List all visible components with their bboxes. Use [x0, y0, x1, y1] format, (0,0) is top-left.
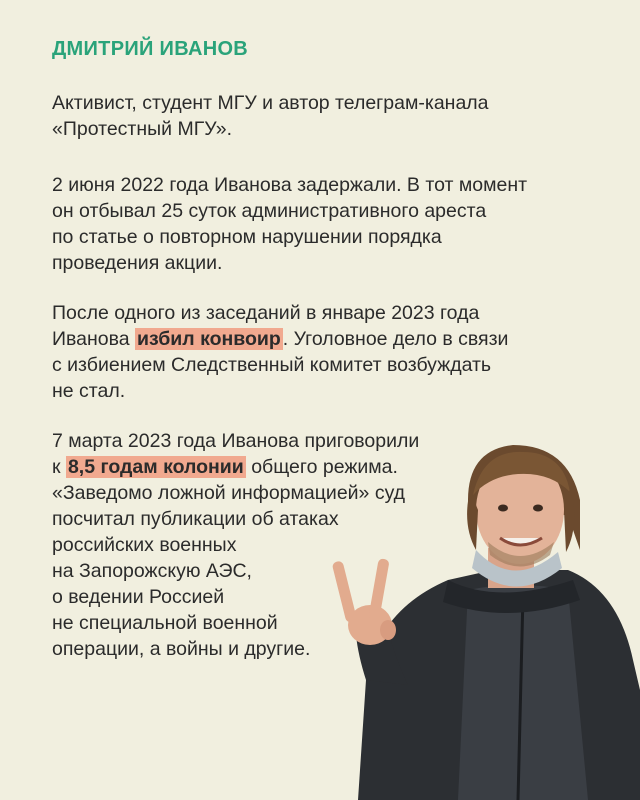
text-line: о ведении Россией	[52, 586, 225, 608]
text-line: Активист, студент МГУ и автор телеграм-канала	[52, 92, 489, 114]
text-line: российских военных	[52, 534, 237, 556]
text-line: по статье о повторном нарушении порядка	[52, 226, 442, 248]
paragraph-detention	[52, 172, 527, 276]
text-line: проведения акции.	[52, 252, 223, 274]
text-line: не стал.	[52, 380, 126, 402]
text-segment: общего режима.	[245, 456, 398, 478]
text-segment: . Уголовное дело в связи	[282, 328, 509, 350]
text-line: операции, а войны и другие.	[52, 638, 311, 660]
text-line: После одного из заседаний в январе 2023 года	[52, 302, 480, 324]
eye-right	[533, 505, 543, 512]
eye-left	[498, 505, 508, 512]
text-line	[52, 326, 508, 352]
text-line: не специальной военной	[52, 612, 278, 634]
paragraph-beating	[52, 300, 508, 404]
text-line: с избиением Следственный комитет возбуждать	[52, 354, 492, 376]
text-line: на Запорожскую АЭС,	[52, 560, 252, 582]
page-title: ДМИТРИЙ ИВАНОВ	[52, 38, 249, 60]
text-segment: Иванова	[52, 328, 136, 350]
text-segment: к	[52, 456, 66, 478]
text-line: 7 марта 2023 года Иванова приговорили	[52, 430, 420, 452]
peace-sign-hand	[332, 558, 396, 645]
text-line: посчитал публикации об атаках	[52, 508, 339, 530]
text-line: «Протестный МГУ».	[52, 118, 233, 140]
text-line: он отбывал 25 суток административного ареста	[52, 200, 487, 222]
highlight-beating: избил конвоир	[137, 328, 281, 350]
text-line: «Заведомо ложной информацией» суд	[52, 482, 406, 504]
portrait-photo	[318, 430, 640, 800]
text-line: 2 июня 2022 года Иванова задержали. В тот момент	[52, 174, 528, 196]
paragraph-intro	[52, 90, 489, 142]
highlight-sentence: 8,5 годам колонии	[67, 456, 244, 478]
